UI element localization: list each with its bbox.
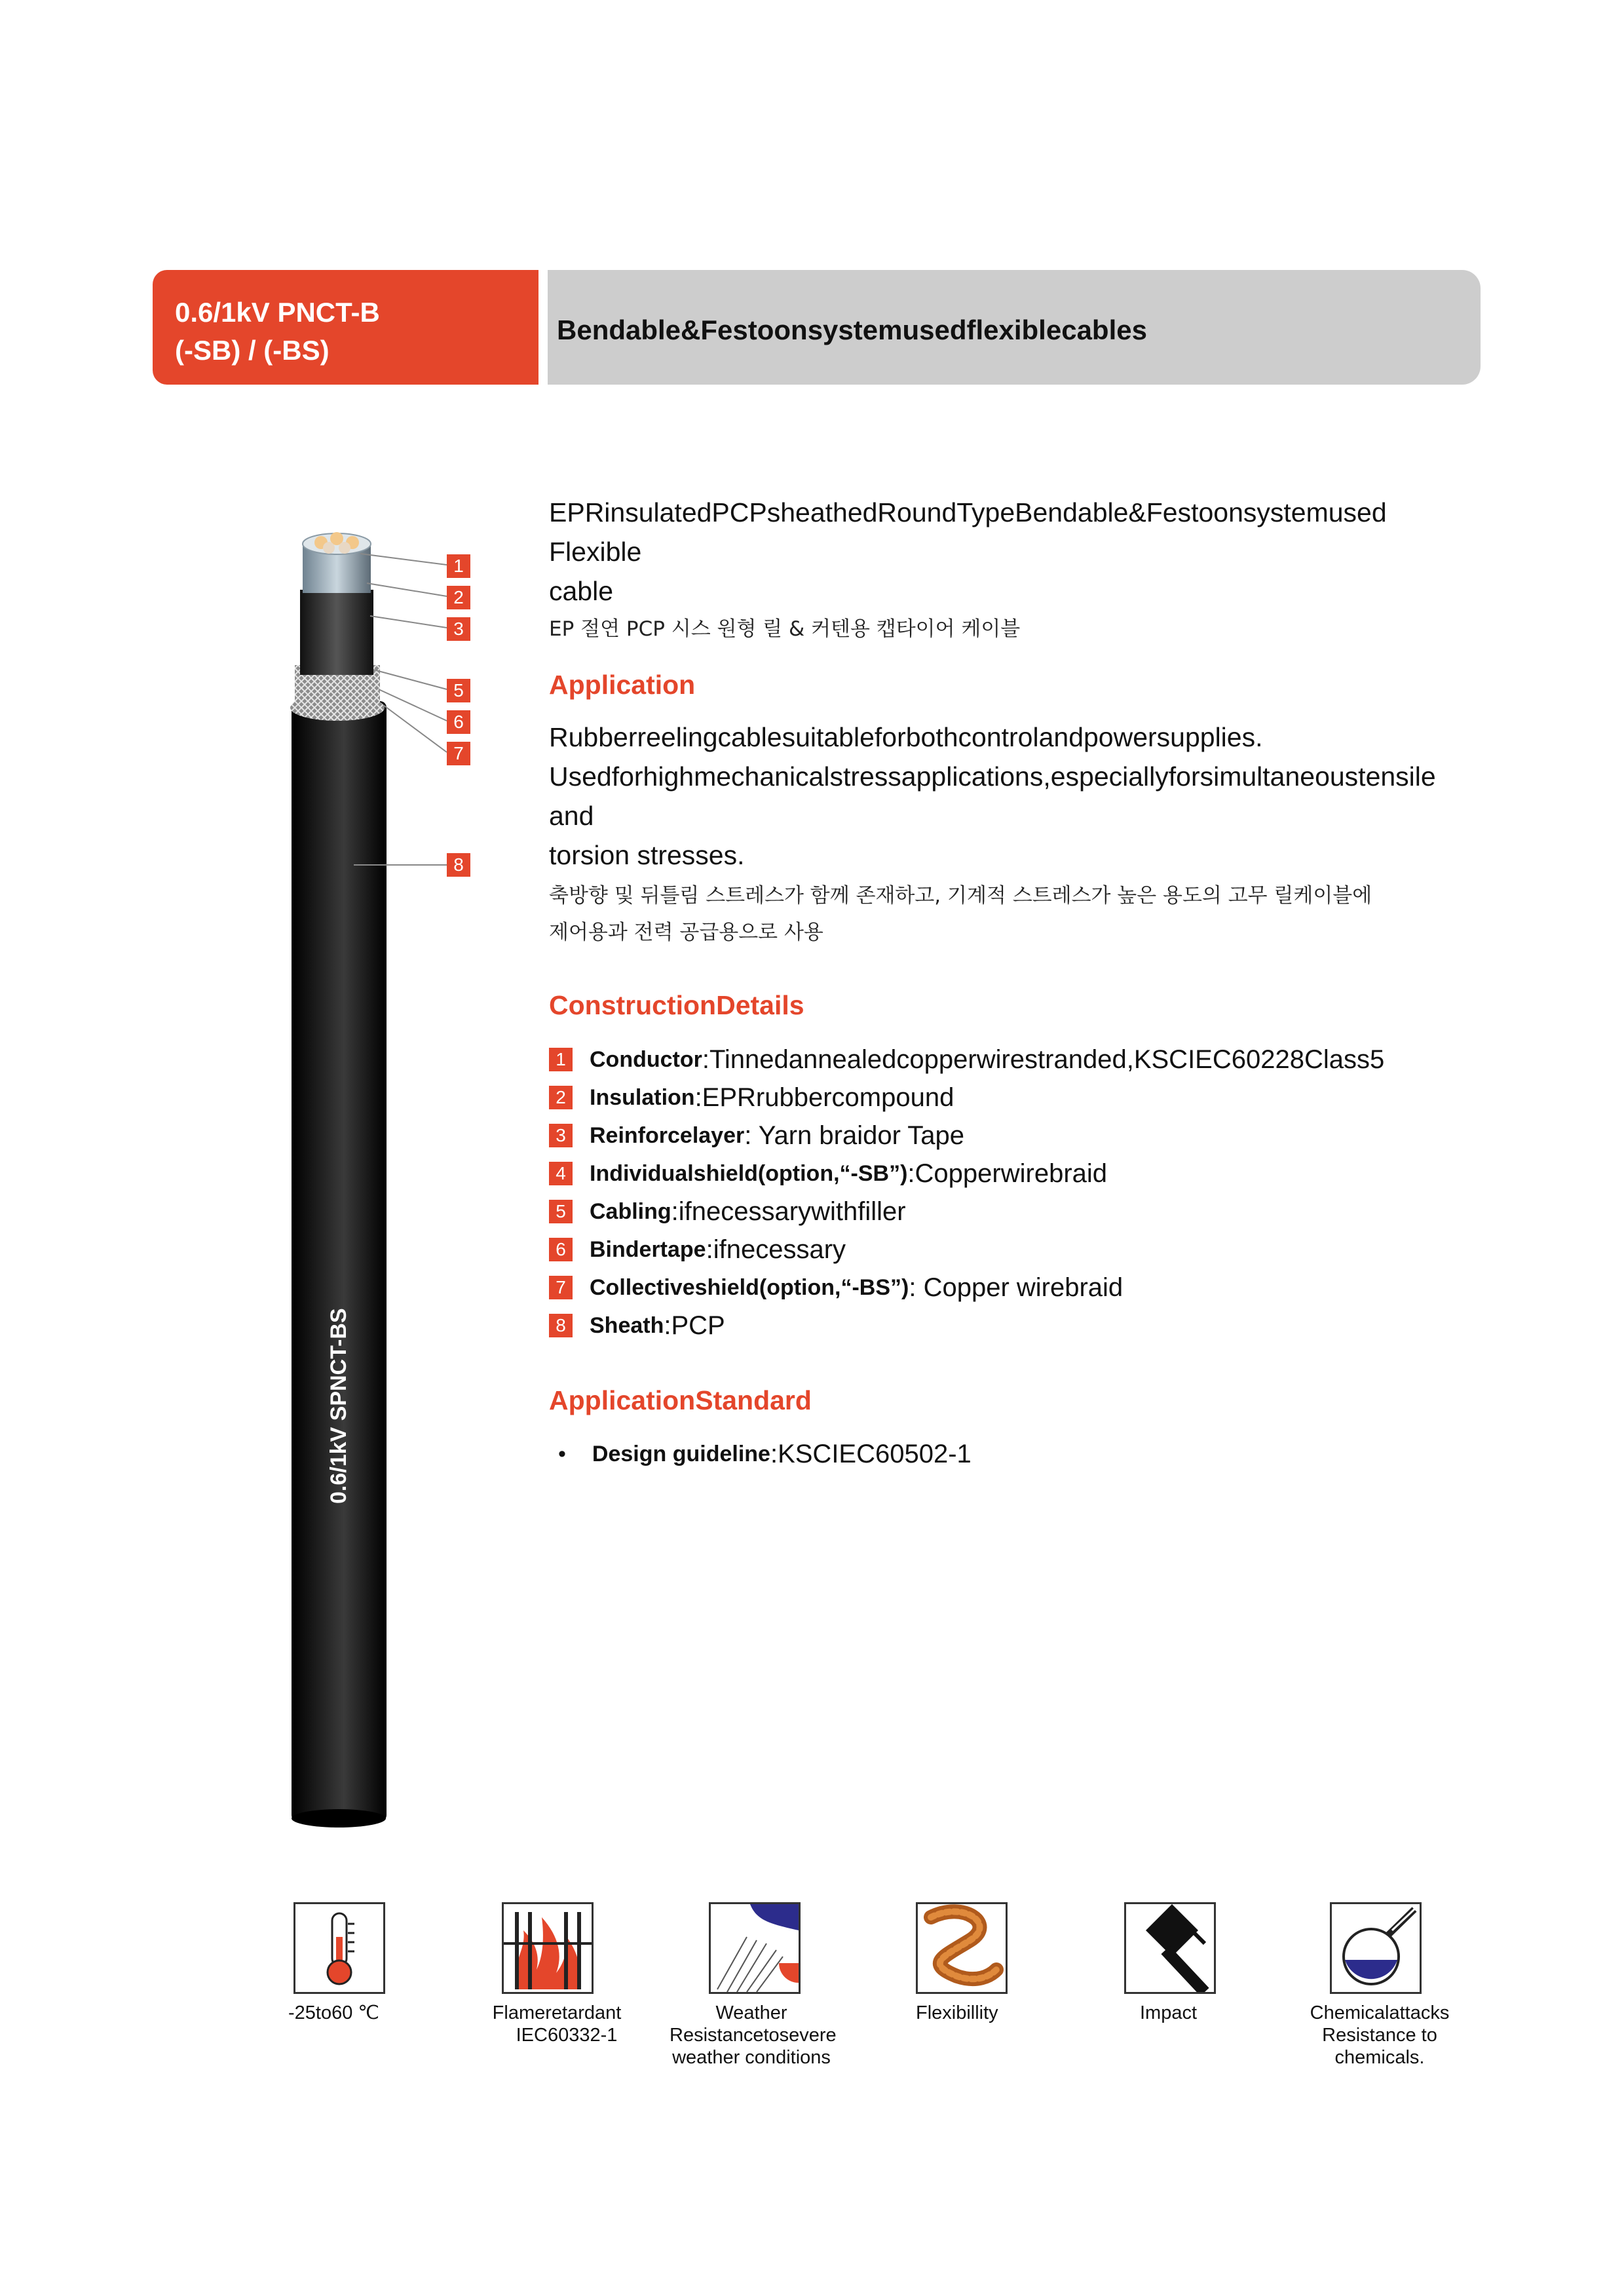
flame-caption: Flameretardant IEC60332-1 [492, 2002, 622, 2046]
construction-item [549, 1041, 1479, 1079]
impact-caption: Impact [1140, 2002, 1198, 2023]
callout-2: 2 [447, 586, 470, 609]
cable-print: 0.6/1kV SPNCT-BS [326, 1308, 351, 1504]
item-value: :PCP [664, 1311, 725, 1340]
construction-item [549, 1117, 1479, 1155]
application-korean-line-1: 축방향 및 뒤틀림 스트레스가 함께 존재하고, 기계적 스트레스가 높은 용도의 고무 릴케이블에 [549, 884, 1372, 908]
construction-item [549, 1231, 1479, 1269]
standard-heading: ApplicationStandard [549, 1385, 812, 1415]
item-label: Cabling [590, 1198, 671, 1224]
bullet: • [558, 1442, 566, 1466]
model-header [153, 270, 538, 385]
temperature-caption: -25to60 ℃ [288, 2002, 379, 2023]
callout-7: 7 [447, 742, 470, 765]
item-number: 8 [549, 1314, 573, 1337]
item-value: : Yarn braidor Tape [744, 1120, 965, 1150]
flexibility-caption: Flexibillity [916, 2002, 998, 2023]
item-label: Reinforcelayer [590, 1122, 745, 1148]
cable-illustration [262, 524, 472, 1835]
application-heading: Application [549, 670, 696, 700]
product-title-line-1: EPRinsulatedPCPsheathedRoundTypeBendable&Festoonsystemused Flexible [549, 497, 1387, 567]
construction-item [549, 1307, 1479, 1345]
item-value: :ifnecessarywithfiller [671, 1196, 906, 1226]
thermometer-icon [293, 1902, 385, 1994]
subtitle-header [548, 270, 1481, 385]
model-line-2: (-SB) / (-BS) [175, 335, 330, 366]
callout-3: 3 [447, 617, 470, 641]
item-number: 1 [549, 1048, 573, 1071]
construction-item [549, 1079, 1479, 1117]
subtitle: Bendable&Festoonsystemusedflexiblecables [557, 315, 1147, 345]
cable-drawing [262, 524, 472, 1835]
flask-icon [1330, 1902, 1422, 1994]
item-value: :EPRrubbercompound [694, 1082, 954, 1112]
callout-6: 6 [447, 710, 470, 734]
item-label: Collectiveshield(option,“-BS”) [590, 1274, 909, 1300]
flexibility-icon [916, 1902, 1008, 1994]
item-value: :ifnecessary [706, 1234, 846, 1264]
standard-label: Design guideline [592, 1442, 770, 1466]
application-line-3: torsion stresses. [549, 840, 745, 870]
flame-icon [502, 1902, 594, 1994]
item-number: 3 [549, 1124, 573, 1147]
product-title-line-2: cable [549, 576, 614, 606]
item-number: 7 [549, 1276, 573, 1299]
item-label: Conductor [590, 1046, 702, 1072]
construction-heading: ConstructionDetails [549, 990, 804, 1020]
item-label: Insulation [590, 1084, 695, 1110]
product-content [549, 493, 1479, 1469]
callout-5: 5 [447, 679, 470, 702]
construction-list [549, 1041, 1479, 1345]
callout-1: 1 [447, 554, 470, 578]
item-number: 4 [549, 1162, 573, 1185]
construction-item [549, 1155, 1479, 1193]
application-line-1: Rubberreelingcablesuitableforbothcontrolandpowersupplies. [549, 722, 1263, 752]
item-number: 2 [549, 1086, 573, 1109]
product-title-korean: EP 절연 PCP 시스 원형 릴 & 커텐용 캡타이어 케이블 [549, 617, 1021, 641]
model-line-1: 0.6/1kV PNCT-B [175, 297, 380, 328]
item-number: 5 [549, 1200, 573, 1223]
callout-8: 8 [447, 853, 470, 877]
item-label: Sheath [590, 1312, 664, 1338]
item-value: :Copperwirebraid [907, 1158, 1108, 1188]
chemical-caption: Chemicalattacks Resistance to chemicals. [1310, 2002, 1450, 2068]
item-number: 6 [549, 1238, 573, 1261]
item-label: Bindertape [590, 1236, 706, 1262]
construction-item [549, 1269, 1479, 1307]
item-value: :Tinnedannealedcopperwirestranded,KSCIEC60228Class5 [702, 1044, 1385, 1074]
weather-icon [709, 1902, 801, 1994]
item-label: Individualshield(option,“-SB”) [590, 1160, 908, 1186]
application-line-2: Usedforhighmechanicalstressapplications,especiallyforsimultaneoustensile and [549, 761, 1436, 831]
weather-caption: Weather Resistancetosevere weather conditions [670, 2002, 837, 2068]
standard-value: :KSCIEC60502-1 [770, 1440, 972, 1468]
item-value: : Copper wirebraid [909, 1272, 1124, 1302]
construction-item [549, 1193, 1479, 1231]
hammer-icon [1124, 1902, 1216, 1994]
application-korean-line-2: 제어용과 전력 공급용으로 사용 [549, 921, 823, 944]
standard-item [558, 1440, 1479, 1469]
